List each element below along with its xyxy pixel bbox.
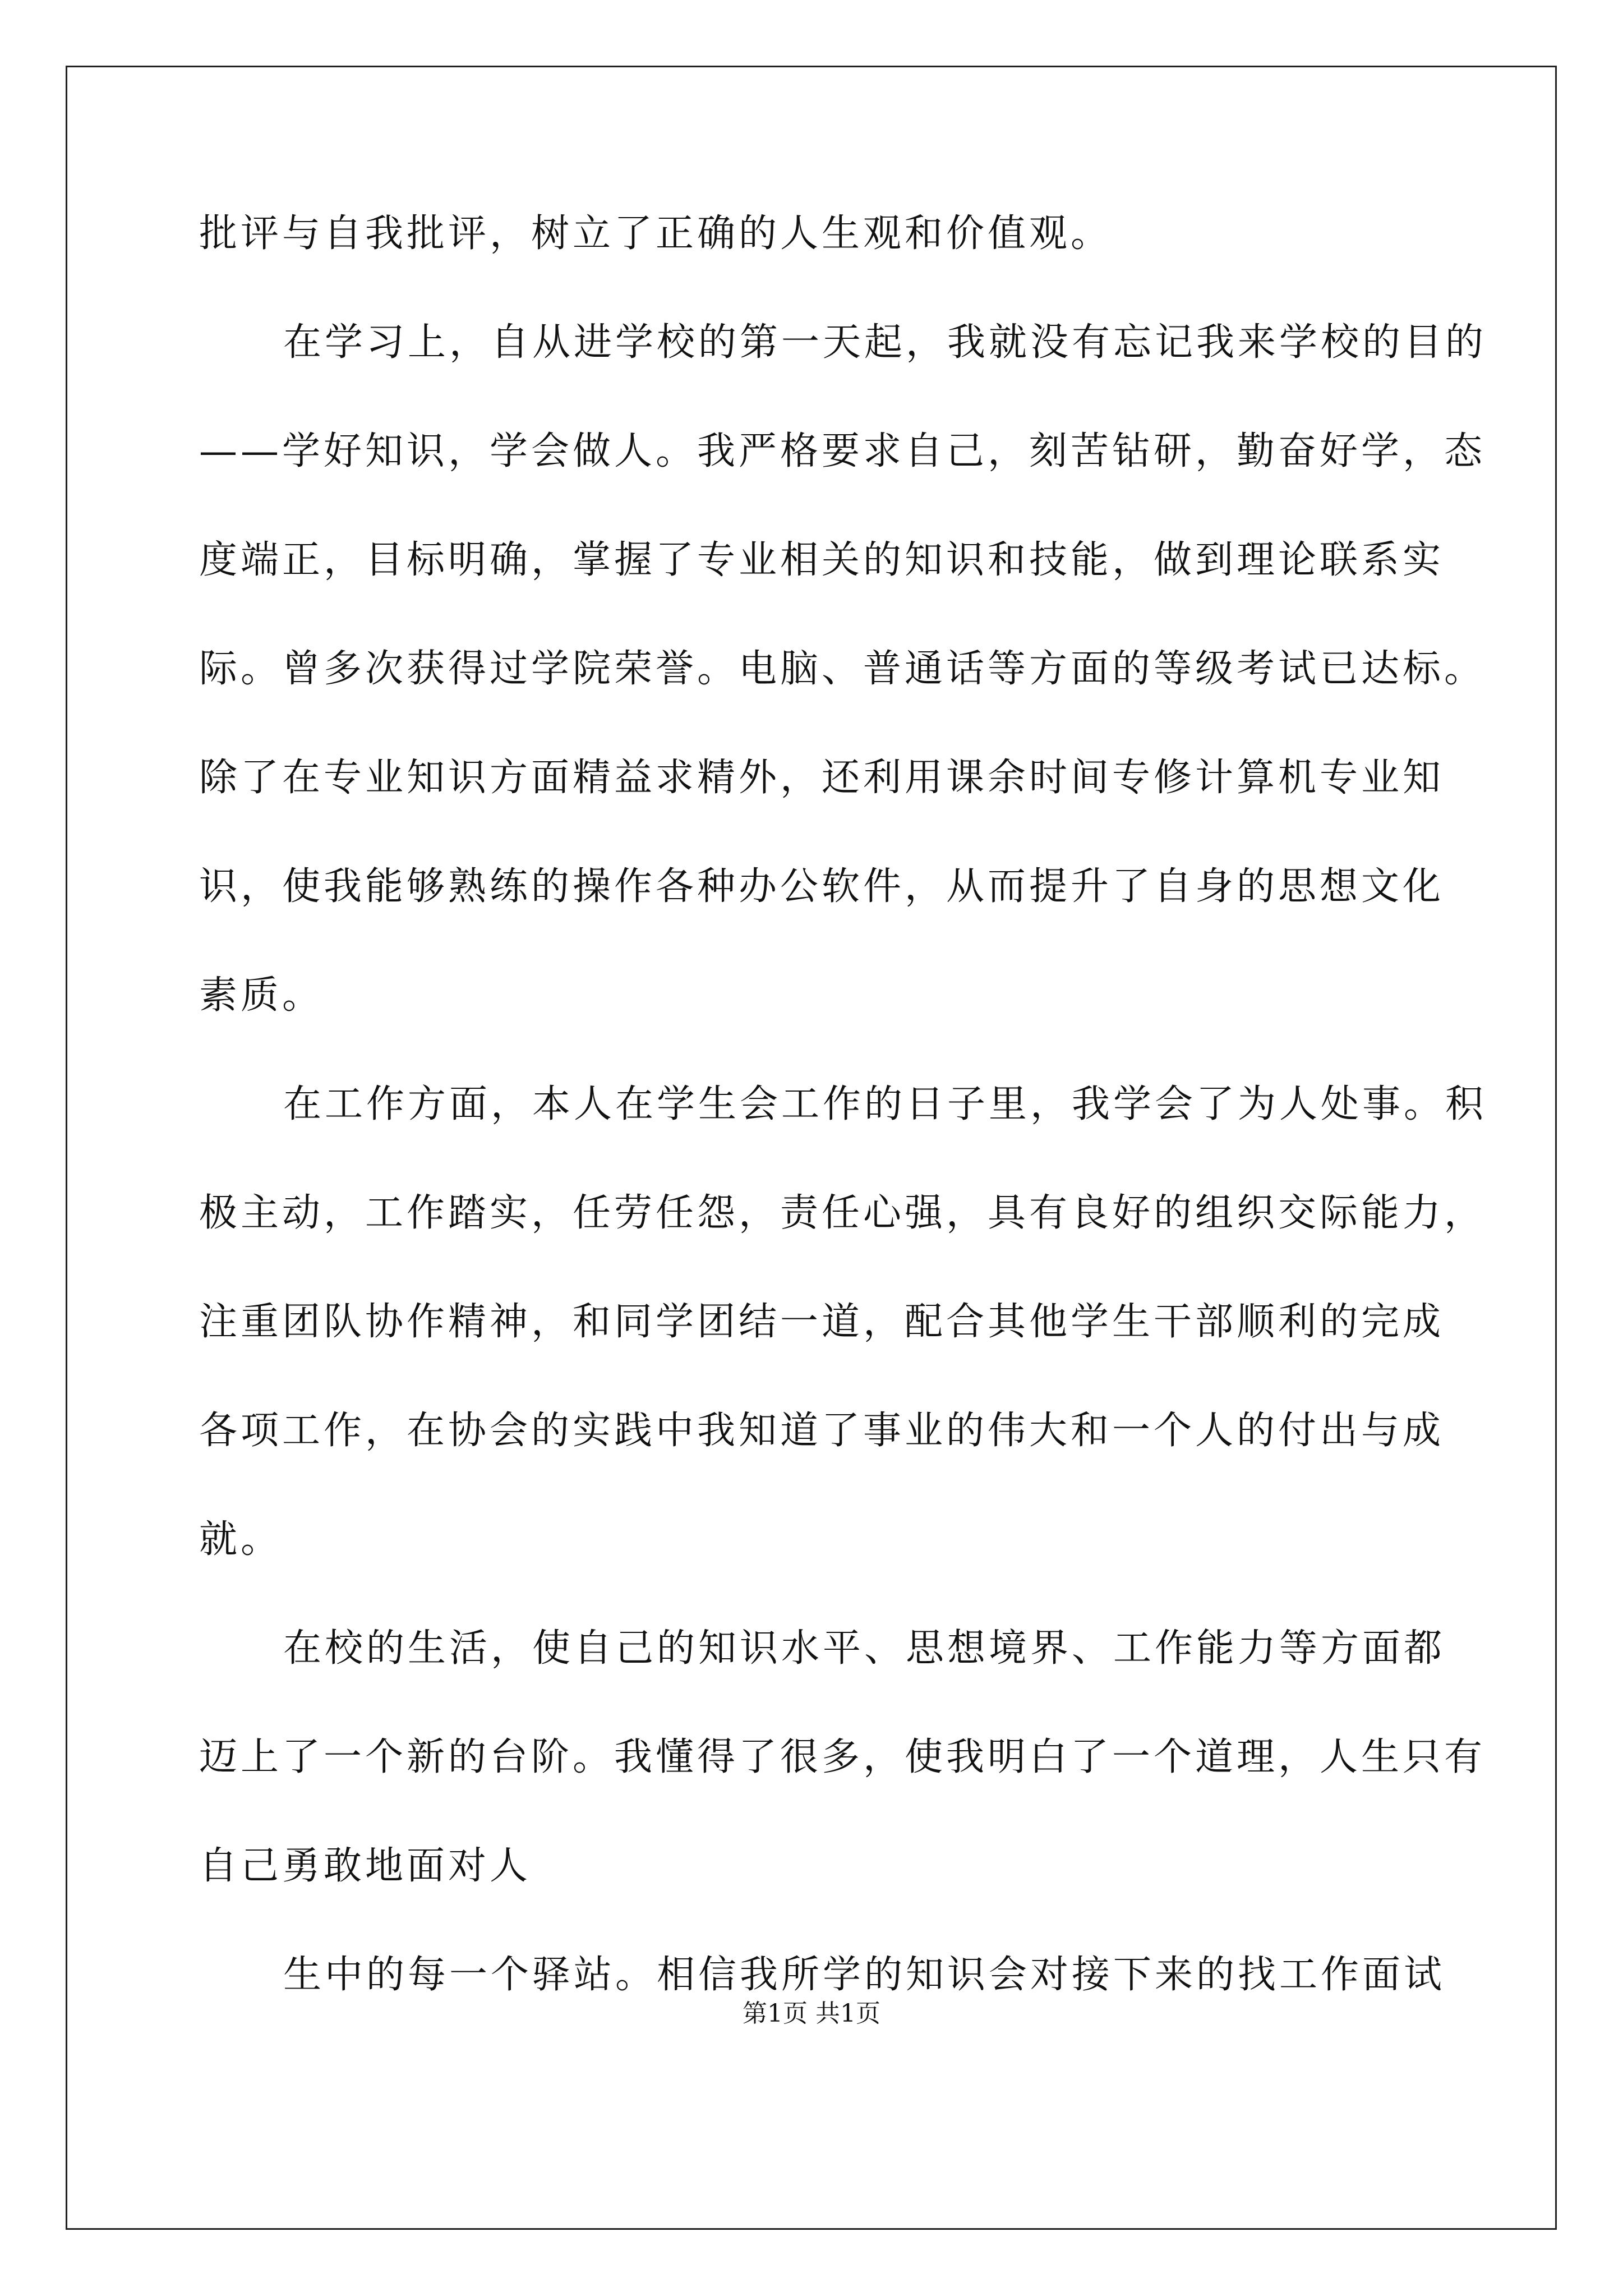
text-line: 在学习上，自从进学校的第一天起，我就没有忘记我来学校的目的 bbox=[283, 320, 1487, 365]
text-line: 素质。 bbox=[199, 973, 324, 1018]
text-line: 除了在专业知识方面精益求精外，还利用课余时间专修计算机专业知 bbox=[199, 756, 1445, 800]
text-line: 极主动，工作踏实，任劳任怨，责任心强，具有良好的组织交际能力， bbox=[199, 1191, 1486, 1235]
page-border bbox=[66, 66, 1557, 2230]
text-line: 就。 bbox=[199, 1517, 283, 1562]
text-line: 在工作方面，本人在学生会工作的日子里，我学会了为人处事。积 bbox=[283, 1082, 1487, 1126]
text-line: 各项工作，在协会的实践中我知道了事业的伟大和一个人的付出与成 bbox=[199, 1409, 1445, 1453]
page-footer: 第1页 共1页 bbox=[743, 1999, 880, 2028]
text-line: 度端正，目标明确，掌握了专业相关的知识和技能，做到理论联系实 bbox=[199, 538, 1445, 582]
text-line: 自己勇敢地面对人 bbox=[199, 1844, 532, 1888]
text-line: 注重团队协作精神，和同学团结一道，配合其他学生干部顺利的完成 bbox=[199, 1300, 1445, 1344]
text-line: 生中的每一个驿站。相信我所学的知识会对接下来的找工作面试 bbox=[283, 1953, 1446, 1997]
text-line: 在校的生活，使自己的知识水平、思想境界、工作能力等方面都 bbox=[283, 1626, 1446, 1671]
text-line: 迈上了一个新的台阶。我懂得了很多，使我明白了一个道理，人生只有 bbox=[199, 1735, 1486, 1779]
text-line: 识，使我能够熟练的操作各种办公软件，从而提升了自身的思想文化 bbox=[199, 864, 1445, 909]
text-line: ——学好知识，学会做人。我严格要求自己，刻苦钻研，勤奋好学，态 bbox=[199, 429, 1486, 473]
text-line: 批评与自我批评，树立了正确的人生观和价值观。 bbox=[199, 211, 1113, 256]
text-line: 际。曾多次获得过学院荣誉。电脑、普通话等方面的等级考试已达标。 bbox=[199, 647, 1486, 691]
